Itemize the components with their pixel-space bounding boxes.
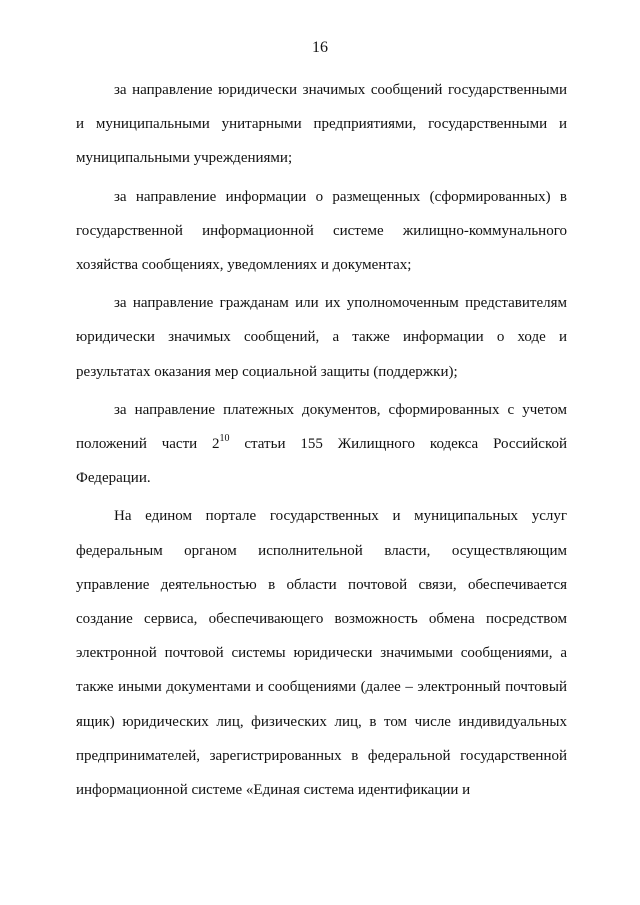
document-body <box>76 73 567 807</box>
payment-text-after: статьи 155 Жилищного кодекса Российской Федерации. <box>76 436 567 487</box>
paragraph-electronic-mailbox-service: На едином портале государственных и муниципальных услуг федеральным органом исполнительной власти, осуществляющим управление деятельностью в области почтовой связи, обеспечивается создание сервиса, обеспечивающего возможность обмена посредством электронной почтовой системы юридически значимыми сообщениями, а также иными документами и сообщениями (далее – электронный почтовый ящик) юридических лиц, физических лиц, в том числе индивидуальных предпринимателей, зарегистрированных в федеральной государственной информационной системе «Единая система идентификации и <box>76 508 567 799</box>
paragraph-payment-documents <box>76 393 567 496</box>
paragraph-housing-system-information: за направление информации о размещенных (сформированных) в государственной информационной системе жилищно-коммунального хозяйства сообщениях, уведомлениях и документах; <box>76 188 567 274</box>
payment-text-before: за направление платежных документов, сформированных с учетом положений части 2 <box>76 401 567 453</box>
paragraph-legal-messages-state-enterprises: за направление юридически значимых сообщений государственными и муниципальными унитарными предприятиями, государственными и муниципальными учреждениями; <box>76 82 567 167</box>
paragraph-social-protection-messages: за направление гражданам или их уполномоченным представителям юридически значимых сообщений, а также информации о ходе и результатах оказания мер социальной защиты (поддержки); <box>76 295 567 380</box>
article-part-superscript: 10 <box>219 433 230 445</box>
page-number: 16 <box>312 39 328 56</box>
